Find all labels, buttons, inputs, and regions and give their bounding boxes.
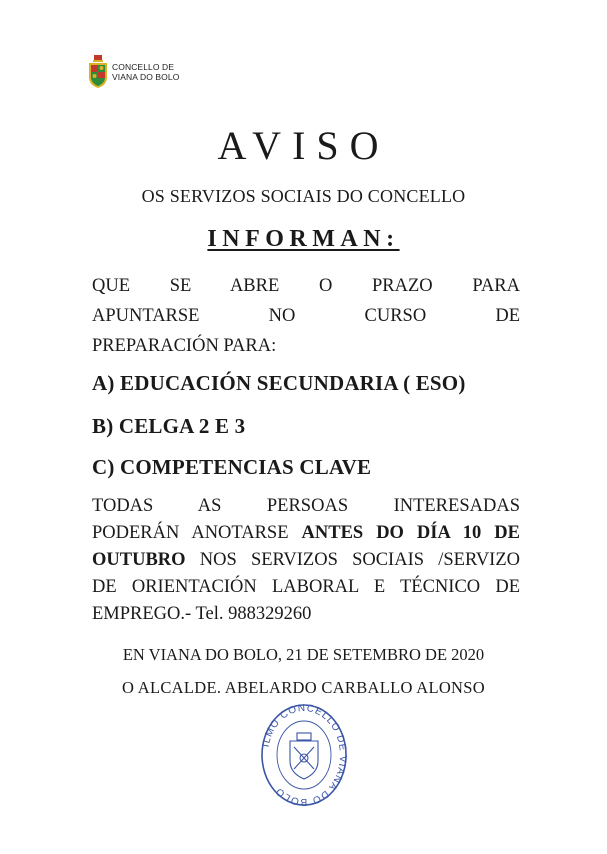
body-line-4: DE ORIENTACIÓN LABORAL E TÉCNICO DE (92, 577, 520, 597)
course-item-eso: A) EDUCACIÓN SECUNDARIA ( ESO) (92, 371, 466, 395)
logo-line-2: VIANA DO BOLO (112, 72, 180, 82)
coat-of-arms-icon (88, 55, 108, 89)
body-line-2-normal: PODERÁN ANOTARSE (92, 523, 302, 543)
stamp-text (261, 703, 348, 807)
official-stamp-icon (258, 703, 350, 807)
body-paragraph (92, 493, 520, 628)
body-line-1: TODAS AS PERSOAS INTERESADAS (92, 496, 520, 516)
notice-subtitle: OS SERVIZOS SOCIAIS DO CONCELLO (141, 186, 466, 206)
body-line-2 (92, 520, 520, 547)
deadline-bold-1: ANTES DO DÍA 10 DE (301, 523, 520, 543)
course-item-celga: B) CELGA 2 E 3 (92, 414, 246, 438)
signer-line: O ALCALDE. ABELARDO CARBALLO ALONSO (122, 678, 485, 697)
deadline-bold-2: OUTUBRO (92, 550, 186, 570)
logo-line-1: CONCELLO DE (112, 62, 175, 72)
body-line-3 (92, 547, 520, 574)
municipal-logo (88, 55, 179, 89)
body-line-3-normal: NOS SERVIZOS SOCIAIS /SERVIZO (185, 550, 520, 570)
body-line-5: EMPREGO.- Tel. 988329260 (92, 604, 312, 624)
date-line: EN VIANA DO BOLO, 21 DE SETEMBRO DE 2020 (122, 645, 485, 664)
notice-title: AVISO (217, 123, 390, 168)
intro-line-2: APUNTARSE NO CURSO DE (92, 306, 520, 326)
intro-line-1: QUE SE ABRE O PRAZO PARA (92, 276, 520, 296)
intro-paragraph (92, 271, 520, 361)
stamp-crest-icon (290, 733, 318, 779)
logo-text (112, 62, 179, 82)
informan-heading: INFORMAN: (207, 226, 400, 252)
stamp-text-path: ILMO CONCELLO DE VIANA DO BOLO (260, 703, 349, 807)
course-item-competencias: C) COMPETENCIAS CLAVE (92, 455, 372, 479)
intro-line-3: PREPARACIÓN PARA: (92, 336, 277, 356)
